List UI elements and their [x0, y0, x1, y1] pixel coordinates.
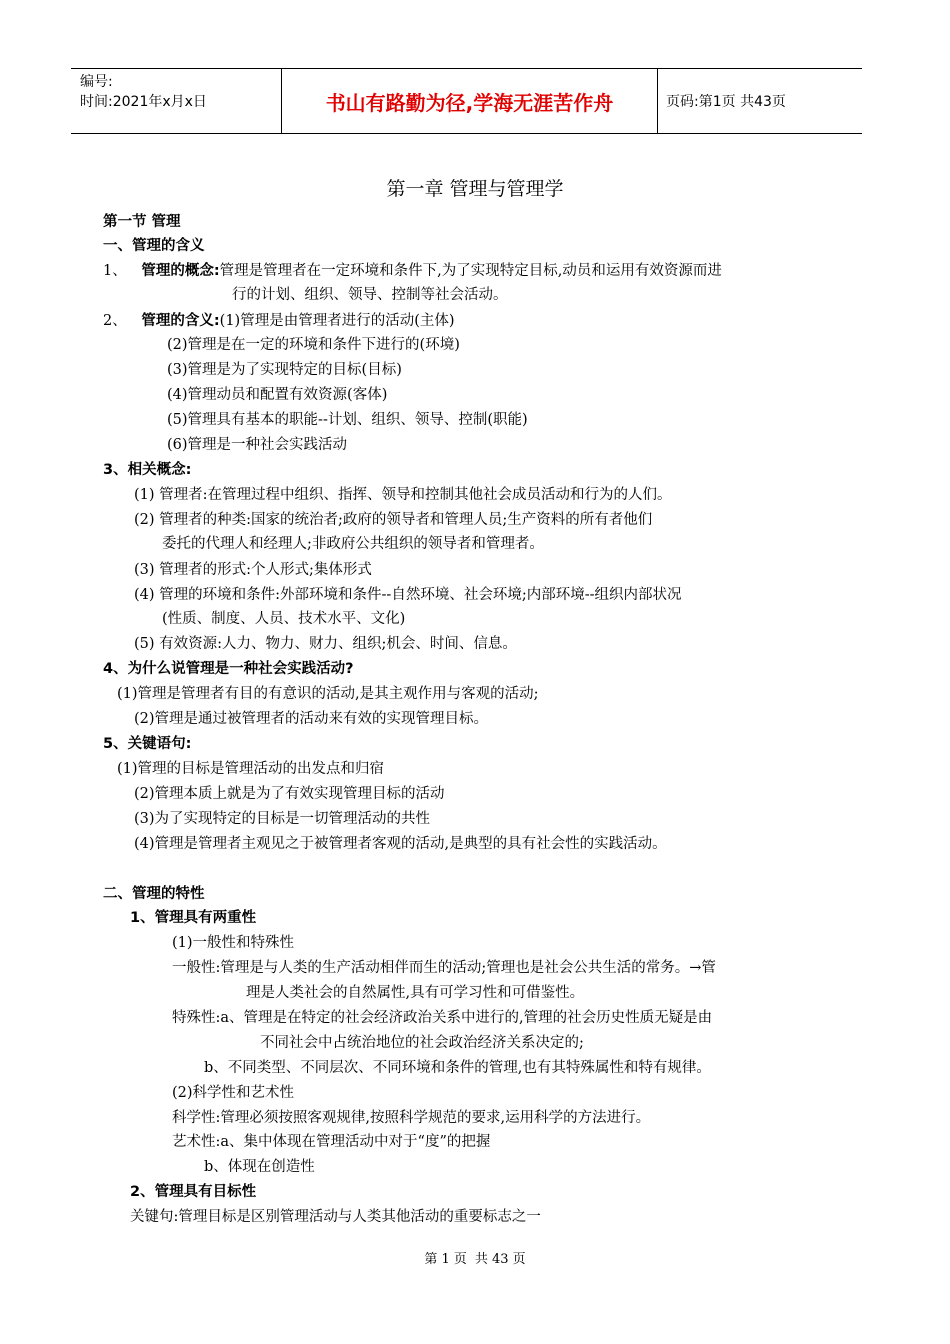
text-line — [103, 261, 722, 281]
subsection-heading: 4、为什么说管理是一种社会实践活动? — [103, 661, 354, 677]
text-line: 一般性:管理是与人类的生产活动相伴而生的活动;管理也是社会公共生活的常务。→管 — [172, 960, 716, 976]
text-line: (6)管理是一种社会实践活动 — [167, 437, 348, 453]
text-line: (4)管理是管理者主观见之于被管理者客观的活动,是典型的具有社会性的实践活动。 — [134, 836, 667, 852]
document-header — [71, 68, 862, 134]
header-page-label: 页码:第1页 共43页 — [666, 94, 786, 110]
text-line: (1) 管理者:在管理过程中组织、指挥、领导和控制其他社会成员活动和行为的人们。 — [134, 487, 672, 503]
text-line: (性质、制度、人员、技术水平、文化) — [162, 611, 406, 627]
text-line: (5) 有效资源:人力、物力、财力、组织;机会、时间、信息。 — [134, 636, 517, 652]
text-line: 委托的代理人和经理人;非政府公共组织的领导者和管理者。 — [162, 536, 544, 552]
text-line: (2)科学性和艺术性 — [172, 1085, 295, 1101]
text-line: (2)管理本质上就是为了有效实现管理目标的活动 — [134, 786, 445, 802]
text-line — [103, 311, 455, 331]
text-line: (3)为了实现特定的目标是一切管理活动的共性 — [134, 811, 431, 827]
text-line: 理是人类社会的自然属性,具有可学习性和可借鉴性。 — [246, 985, 585, 1001]
page-footer — [0, 1248, 950, 1267]
time-label: 时间:2021年x月x日 — [80, 94, 207, 110]
text-line: 艺术性:a、集中体现在管理活动中对于“度”的把握 — [172, 1134, 491, 1150]
subsection-heading: 5、关键语句: — [103, 736, 192, 752]
text-line: 科学性:管理必须按照客观规律,按照科学规范的要求,运用科学的方法进行。 — [172, 1110, 651, 1126]
footer-page-total: 共 43 页 — [474, 1252, 526, 1267]
term-label: 管理的概念: — [141, 263, 220, 279]
text-line: (3) 管理者的形式:个人形式;集体形式 — [134, 562, 372, 578]
text-line: (5)管理具有基本的职能--计划、组织、领导、控制(职能) — [167, 412, 528, 428]
section-heading: 第一节 管理 — [103, 214, 181, 230]
subsection-heading: 一、管理的含义 — [103, 238, 205, 254]
text-line: (1)管理是管理者有目的有意识的活动,是其主观作用与客观的活动; — [117, 686, 539, 702]
header-motto: 书山有路勤为径,学海无涯苦作舟 — [282, 69, 658, 133]
text-line: 关键句:管理目标是区别管理活动与人类其他活动的重要标志之一 — [130, 1209, 541, 1225]
subsection-heading: 1、管理具有两重性 — [130, 910, 257, 926]
number-label: 编号: — [80, 74, 113, 90]
footer-page-number: 第 1 页 — [424, 1252, 467, 1267]
term-definition: (1)管理是由管理者进行的活动(主体) — [219, 313, 455, 329]
text-line: (1)一般性和特殊性 — [172, 935, 295, 951]
chapter-title: 第一章 管理与管理学 — [386, 178, 564, 200]
header-meta — [71, 69, 282, 133]
text-line: (2) 管理者的种类:国家的统治者;政府的领导者和管理人员;生产资料的所有者他们 — [134, 512, 653, 528]
text-line: 行的计划、组织、领导、控制等社会活动。 — [232, 287, 508, 303]
item-number: 1、 — [103, 263, 127, 279]
text-line: (2)管理是在一定的环境和条件下进行的(环境) — [167, 337, 460, 353]
item-number: 2、 — [103, 313, 127, 329]
text-line: b、不同类型、不同层次、不同环境和条件的管理,也有其特殊属性和特有规律。 — [204, 1060, 711, 1076]
text-line: (1)管理的目标是管理活动的出发点和归宿 — [117, 761, 385, 777]
text-line: b、体现在创造性 — [204, 1159, 315, 1175]
term-label: 管理的含义: — [141, 313, 220, 329]
subsection-heading: 二、管理的特性 — [103, 886, 205, 902]
text-line: 特殊性:a、管理是在特定的社会经济政治关系中进行的,管理的社会历史性质无疑是由 — [172, 1010, 713, 1026]
subsection-heading: 3、相关概念: — [103, 462, 192, 478]
subsection-heading: 2、管理具有目标性 — [130, 1184, 257, 1200]
term-definition: 管理是管理者在一定环境和条件下,为了实现特定目标,动员和运用有效资源而进 — [219, 263, 722, 279]
text-line: 不同社会中占统治地位的社会政治经济关系决定的; — [260, 1035, 584, 1051]
text-line: (2)管理是通过被管理者的活动来有效的实现管理目标。 — [134, 711, 489, 727]
text-line: (4) 管理的环境和条件:外部环境和条件--自然环境、社会环境;内部环境--组织内部状况 — [134, 587, 682, 603]
text-line: (4)管理动员和配置有效资源(客体) — [167, 387, 388, 403]
text-line: (3)管理是为了实现特定的目标(目标) — [167, 362, 402, 378]
